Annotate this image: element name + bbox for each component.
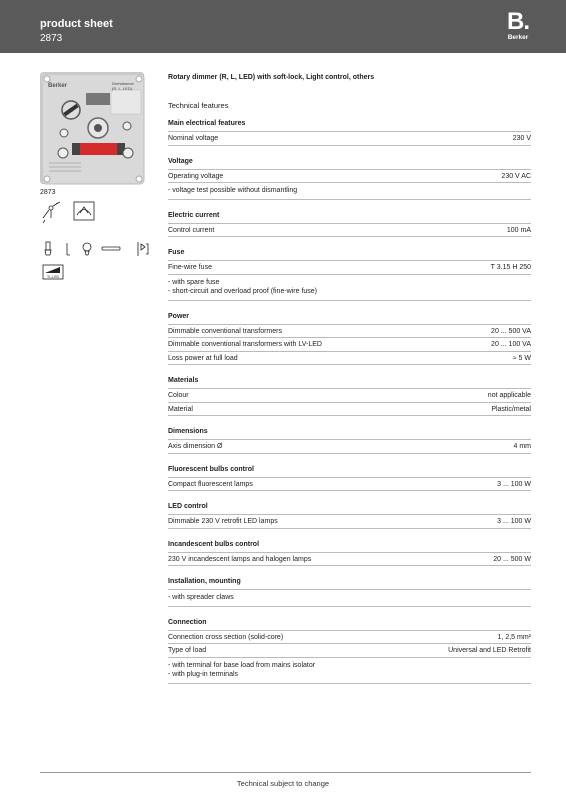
berker-logo	[501, 8, 535, 41]
product-number: 2873	[40, 189, 56, 196]
spec-value: T 3.15 H 250	[490, 264, 531, 271]
spec-label: Compact fluorescent lamps	[168, 480, 253, 488]
section-title: Main electrical features	[168, 120, 531, 132]
section-title: Fluorescent bulbs control	[168, 466, 531, 478]
spec-label: Connection cross section (solid-core)	[168, 633, 284, 641]
spec-row	[168, 224, 531, 238]
product-image	[40, 72, 144, 184]
section	[168, 503, 531, 529]
bullet-item: - with spare fuse	[168, 278, 220, 286]
spec-label: Type of load	[168, 647, 207, 654]
spec-label: Operating voltage	[168, 172, 224, 180]
spec-row	[168, 440, 531, 454]
section	[168, 120, 531, 146]
spec-label: Material	[168, 405, 193, 413]
image-label-line-1: Drehdimmer	[112, 81, 135, 86]
spec-value: ≈ 5 W	[512, 354, 531, 362]
section	[168, 313, 531, 366]
svg-text:TL-LED: TL-LED	[47, 275, 60, 279]
section	[168, 377, 531, 416]
bullet-item: - with spreader claws	[168, 594, 234, 601]
spec-row	[168, 403, 531, 417]
sheet-number: 2873	[40, 33, 63, 44]
bullet-item: - with plug-in terminals	[168, 671, 239, 678]
section	[168, 428, 531, 454]
rotary-dimmer-icon	[43, 202, 60, 223]
spec-value: 3 ... 100 W	[497, 480, 531, 488]
section-title: Incandescent bulbs control	[168, 541, 531, 553]
spec-row	[168, 325, 531, 339]
spec-label: Fine-wire fuse	[168, 264, 212, 271]
spec-label: Control current	[168, 226, 215, 234]
spec-row	[168, 132, 531, 146]
spec-value: Plastic/metal	[491, 405, 531, 413]
section-title: LED control	[168, 503, 531, 515]
bullet-item: - short-circuit and overload proof (fine-wire fuse)	[168, 288, 318, 295]
section	[168, 466, 531, 492]
image-brand: Berker	[48, 83, 68, 89]
section-title: Voltage	[168, 158, 531, 170]
section-title: Electric current	[168, 212, 531, 224]
spec-value: 100 mA	[506, 226, 531, 234]
header-bar	[0, 0, 566, 53]
section-title: Dimensions	[168, 428, 531, 440]
symbol-icons	[40, 200, 155, 290]
section	[168, 158, 531, 200]
spec-value: Universal and LED Retrofit	[448, 647, 531, 654]
spec-row	[168, 631, 531, 645]
section	[168, 212, 531, 238]
left-column	[40, 72, 155, 184]
footer-divider	[40, 772, 531, 773]
spec-value: 1, 2,5 mm²	[497, 633, 531, 641]
spec-label: Axis dimension Ø	[168, 443, 223, 450]
image-label-line-2: (R, L, LED)	[112, 86, 133, 91]
section-title: Connection	[168, 619, 531, 631]
tunable-led-icon	[43, 265, 63, 279]
bullet-list	[168, 590, 531, 607]
spec-value: 230 V	[512, 135, 531, 142]
section-title: Power	[168, 313, 531, 325]
spec-row	[168, 170, 531, 184]
spec-row	[168, 644, 531, 658]
spec-label: Dimmable conventional transformers with LV-LED	[168, 341, 322, 348]
bullet-item: - voltage test possible without dismantling	[168, 187, 298, 194]
section	[168, 619, 531, 684]
soft-lock-icon	[74, 202, 94, 220]
bullet-list	[168, 183, 531, 200]
spec-value: 20 ... 100 VA	[491, 341, 531, 348]
spec-label: Loss power at full load	[168, 354, 238, 362]
spec-label: Nominal voltage	[168, 135, 219, 142]
image-label	[112, 81, 134, 91]
spec-row	[168, 352, 531, 366]
spec-value: 20 ... 500 W	[493, 555, 531, 563]
spec-label: Colour	[168, 392, 189, 399]
spec-row	[168, 515, 531, 529]
bullet-list	[168, 275, 531, 301]
spec-label: Dimmable 230 V retrofit LED lamps	[168, 518, 278, 525]
logo-letter: B.	[507, 8, 529, 35]
spec-row	[168, 261, 531, 275]
spec-label: Dimmable conventional transformers	[168, 327, 282, 335]
main-content	[168, 74, 531, 696]
spec-value: 20 ... 500 VA	[491, 327, 531, 335]
product-title: Rotary dimmer (R, L, LED) with soft-lock, Light control, others	[168, 74, 375, 81]
spec-label: 230 V incandescent lamps and halogen lamps	[168, 555, 312, 563]
section-title: Fuse	[168, 249, 531, 261]
section-title: Materials	[168, 377, 531, 389]
symbol-icons-svg	[40, 200, 155, 285]
spec-row	[168, 389, 531, 403]
lamp-icons	[45, 242, 148, 256]
footer-text: Technical subject to change	[236, 779, 330, 788]
spec-value: 230 V AC	[501, 172, 531, 180]
section	[168, 541, 531, 567]
spec-row	[168, 553, 531, 567]
logo-name: Berker	[507, 34, 529, 41]
section	[168, 249, 531, 301]
spec-row	[168, 478, 531, 492]
section	[168, 578, 531, 607]
bullet-list	[168, 658, 531, 684]
spec-value: not applicable	[487, 392, 531, 399]
feature-sections	[168, 120, 531, 684]
section-title: Installation, mounting	[168, 578, 531, 590]
spec-value: 4 mm	[513, 443, 531, 450]
technical-features-heading: Technical features	[168, 101, 229, 110]
spec-value: 3 ... 100 W	[497, 518, 531, 525]
bullet-item: - with terminal for base load from mains isolator	[168, 661, 316, 669]
spec-row	[168, 338, 531, 352]
sheet-title: product sheet	[40, 18, 113, 30]
